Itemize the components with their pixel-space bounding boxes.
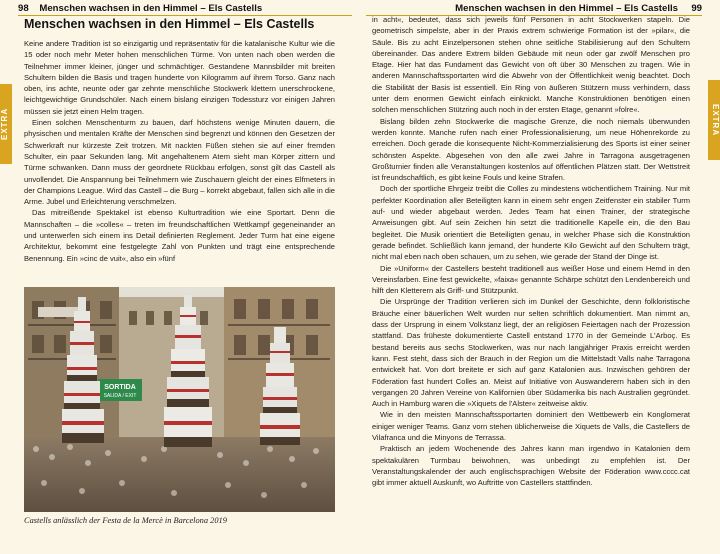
right-side-tab (708, 80, 720, 160)
left-side-tab-label: EXTRA (0, 107, 9, 141)
exit-sign-text-2: SALIDA / EXIT (103, 393, 137, 399)
paragraph: in acht«, bedeutet, dass sich jeweils fünf Personen in acht Stockwerken stapeln. Die geometrisch simpelste, aber in der Praxis extrem schwierige Formation ist der »pilar«, die Säule. Bis zu acht Einzelpersonen stehen ohne seitliche Stabilisierung auf den Schultern übereinander. Das andere Extrem bilden Gebäude mit neun oder gar zwölf Menschen pro Etage. Hier hat das Fundament das Gewicht von oft über 30 Menschen zu tragen. Wie in anderen Mannschaftssportarten wird die Abwehr von der Öffentlichkeit wenig beachtet. Doch die Stabilität der Basis ist essentiell. Ein Ring von äußeren Stützern muss verhindern, dass unter dem enormen Gewicht einfach einknickt. Manche Konstruktionen benötigen einen solchen menschlichen Stützring auch noch in der ersten Etage, genannt »folre«. (372, 15, 690, 115)
exit-sign-text-1: SORTIDA (104, 384, 136, 391)
paragraph: Die »Uniform« der Castellers besteht traditionell aus weißer Hose und einem Hemd in den Vereinsfarben. Eine fest gewickelte, »faixa« genannte Schärpe schützt den Lendenbereich und hilft den Kletterern als Griff- und Stützpunkt. (372, 263, 690, 296)
paragraph: Keine andere Tradition ist so einzigartig und repräsentativ für die katalanische Kultur wie die 15 oder noch mehr Meter hohen menschlichen Türme. Von unten nach oben werden die Teilnehmer immer kleiner, jünger und schmächtiger. Gestandene Mannsbilder mit breiten Schultern bilden die Basis und tragen hunderte von Kilogramm auf ihrem Torso. Ganz nach oben, ins achte, neunte oder gar zehnte menschliche Stockwerk klettern unerschrockene, leichtgewichtige Grundschüler. Nach einem bislang einzigen Todessturz vor einigen Jahren müssen sie jetzt einen Helm tragen. (24, 39, 335, 116)
section-title: Menschen wachsen in den Himmel – Els Castells (24, 17, 315, 31)
right-body-text (372, 14, 690, 488)
right-running-head: Menschen wachsen in den Himmel – Els Castells (455, 3, 678, 14)
right-page (360, 0, 720, 554)
paragraph: Doch der sportliche Ehrgeiz treibt die Colles zu mindestens wöchentlichem Training. Nur mit perfekter Koordination aller Beteiligten kann in einem sehr engen Zeitfenster ein stabiler Turm auf- und wieder abgebaut werden. Jedes Team hat einen Trainer, der strategische Anweisungen gibt. Auf sein Zeichen hin setzt die traditionelle Kapelle ein, die den Bau begleitet. Die Musik orientiert die Beteiligten genau, in welcher Phase sich die Konstruktion gerade befindet. Schließlich kann jemand, der hunderte Kilo Gewicht auf den Schultern trägt, nicht mal eben nach oben schauen, um zu sehen, wie gerade der Stand der Dinge ist. (372, 184, 690, 262)
paragraph: Wie in den meisten Mannschaftssportarten dominiert den Wettbewerb ein Konglomerat einiger weniger Teams. Ganz vorn stehen üblicherweise die Xiquets de Valls, die Castellers de Vilafranca und die Minyons de Terrassa. (372, 410, 690, 442)
left-running-header (18, 2, 352, 16)
left-body-text (24, 38, 335, 264)
castells-photo-illustration (24, 287, 335, 512)
right-page-number: 99 (691, 3, 702, 14)
paragraph: Die Ursprünge der Tradition verlieren sich im Dunkel der Geschichte, denn folkloristische Bräuche einer bäuerlichen Welt wurden nur selten schriftlich dokumentiert. Man nimmt an, dass der Ursprung in einem Volkstanz liegt, der an religiösen Feiertagen nach der Prozession stattfand. Das früheste dokumentierte Castell entstand 1770 in der Gemeinde L'Arboç. Es bestand bereits aus sechs Stockwerken, was nur nach langjähriger Praxis erreicht werden kann. Fest steht, dass sich der Brauch in der Region um die Mittelstadt Valls nahe Tarragona entwickelt hat. Von dort breitete er sich auf ganz Katalonien aus. Inzwischen gehören der Föderation fast hundert Colles an. Meist auf Initiative von Auswanderern haben sich in den vergangen 20 Jahren Vereine von Kalifornien über Südamerika bis nach Australien gegründet. Auch in Hamburg waren die »Xiquets de l'Alster« zeitweise aktiv. (372, 297, 690, 409)
paragraph: Praktisch an jedem Wochenende des Jahres kann man irgendwo in Katalonien dem spektakulären Turmbau beiwohnen, was unbedingt zu empfehlen ist. Der Veranstaltungskalender der auch englischsprachigen Website der Föderation www.cccc.cat gibt immer aktuell Auskunft, wo Auftritte von Castellers stattfinden. (372, 444, 690, 488)
left-running-head: Menschen wachsen in den Himmel – Els Castells (39, 3, 263, 14)
photo-caption: Castells anlässlich der Festa de la Mercè in Barcelona 2019 (24, 516, 227, 525)
castells-photo (24, 287, 335, 512)
right-side-tab-label: EXTRA (711, 103, 720, 137)
paragraph: Bislang bilden zehn Stockwerke die magische Grenze, die noch niemals überwunden werden konnte. Manche rufen nach einer Professionalisierung, um neue Höhenrekorde zu erreichen. Doch gerade die konsequente Nicht-Kommerzialisierung des Sports ist einer seiner schönsten Aspekte. Abgesehen von den alle zwei Jahre in Tarragona ausgetragenen Großturnier finden alle Veranstaltungen kostenlos auf öffentlichen Plätzen statt. Der Wettstreit ist freundschaftlich, es gibt keine Fouls und keine Strafen. (372, 116, 690, 183)
paragraph: Einen solchen Menschenturm zu bauen, darf höchstens wenige Minuten dauern, die physischen und mentalen Kräfte der Menschen sind begrenzt und können den Gesetzen der Schwerkraft nur kürzeste Zeit trotzen. Mit nackten Füßen stehen sie auf einer fremden Schulter, ein paar Sekunden lang. Mit angehaltenem Atem sieht man Körper zittern und Türme schwanken. Dann muss der geordnete Rückbau erfolgen, sonst gilt das Castell als unvollendet. Die Anspannung bei Teilnehmern wie Zuschauern gleicht der eines Elfmeters in der Champions League. Wird das Castell – die Burg – korrekt abgebaut, fallen sich alle in die Arme. Jubel und Erleichterung verschmelzen. (24, 118, 335, 207)
paragraph: Das mitreißende Spektakel ist ebenso Kulturtradition wie eine Sportart. Denn die Mannschaften – die »colles« – treten im freundschaftlichen Wettkampf gegeneinander an und unterwerfen sich einem ins Detail definierten Reglement. Jeder Turm hat eine eigene Architektur, bekommt eine festgelegte Zahl von Punkten und trägt eine entsprechende Benennung. Ein »cinc de vuit«, also ein »fünf (24, 208, 335, 263)
left-page-number: 98 (18, 3, 29, 14)
left-side-tab (0, 84, 12, 164)
